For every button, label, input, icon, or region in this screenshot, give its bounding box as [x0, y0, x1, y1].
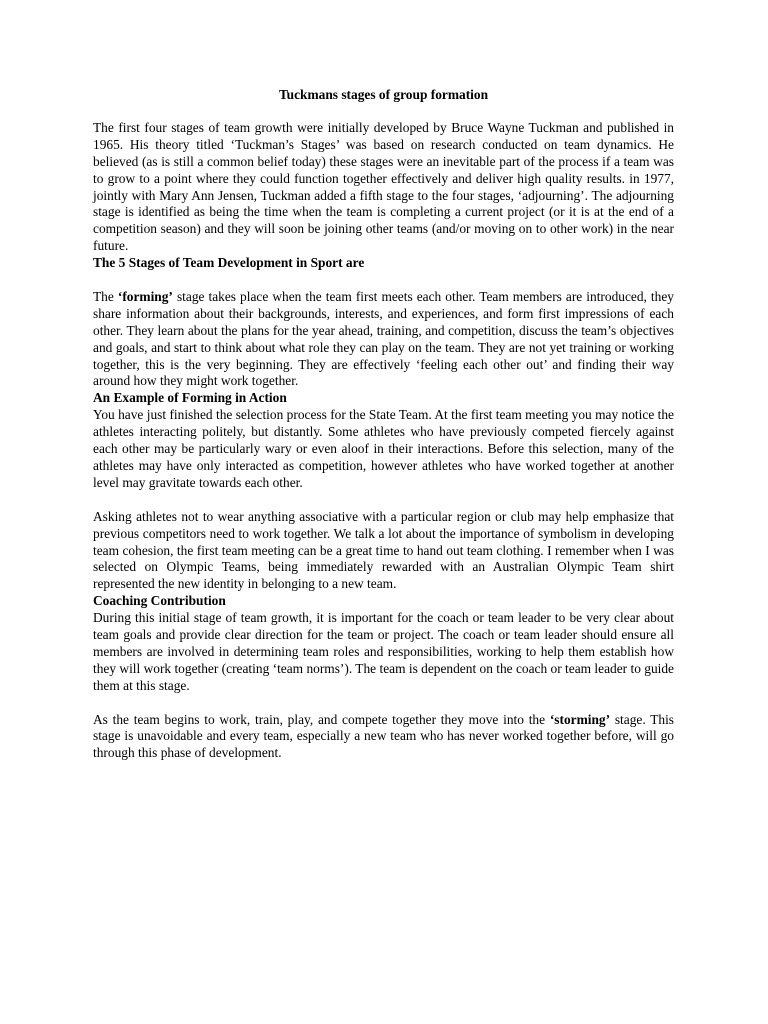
forming-prefix: The: [93, 288, 118, 304]
coaching-paragraph: During this initial stage of team growth, it is important for the coach or team leader to be very clear about team goals and provide clear direction for the team or project. The coach or team leader should ensure all members are involved in determining team roles and responsibilities, working to help them establish how they will work together (creating ‘team norms’). The team is dependent on the coach or team leader to guide them at this stage.: [93, 610, 674, 693]
section-heading: The 5 Stages of Team Development in Sport are: [93, 255, 365, 271]
example-paragraph-1: You have just finished the selection process for the State Team. At the first team meeting you may notice the athletes interacting politely, but distantly. Some athletes who have previously competed fiercely against each other may be particularly wary or even aloof in their interactions. Before this selection, many of the athletes may have only interacted as competition, however athletes who have worked together at another level may gravitate towards each other.: [93, 407, 674, 490]
forming-term: ‘forming’: [117, 288, 173, 304]
storming-text: stage. This stage is unavoidable and every team, especially a new team who has never worked together before, will go through this phase of development.: [93, 711, 674, 761]
intro-paragraph: The first four stages of team growth were initially developed by Bruce Wayne Tuckman and published in 1965. His theory titled ‘Tuckman’s Stages’ was based on research conducted on team dynamics. He believed (as is still a common belief today) these stages were an inevitable part of the process if a team was to grow to a point where they could function together effectively and deliver high quality results. in 1977, jointly with Mary Ann Jensen, Tuckman added a fifth stage to the four stages, ‘adjourning’. The adjourning stage is identified as being the time when the team is completing a current project (or it is at the end of a competition season) and they will soon be joining other teams (and/or moving on to other work) in the near future.: [93, 119, 674, 254]
example-heading: An Example of Forming in Action: [93, 390, 287, 406]
forming-paragraph: [93, 289, 674, 390]
example-paragraph-2: Asking athletes not to wear anything associative with a particular region or club may help emphasize that previous competitors need to work together. We talk a lot about the importance of symbolism in developing team cohesion, the first team meeting can be a great time to hand out team clothing. I remember when I was selected on Olympic Teams, being immediately rewarded with an Australian Olympic Team shirt represented the new identity in belonging to a new team.: [93, 508, 674, 592]
storming-paragraph: [93, 712, 674, 763]
coaching-heading: Coaching Contribution: [93, 593, 226, 609]
document-title: Tuckmans stages of group formation: [278, 87, 489, 102]
forming-text: stage takes place when the team first meets each other. Team members are introduced, they share information about their backgrounds, interests, and experiences, and form first impressions of each other. They learn about the plans for the year ahead, training, and competition, discuss the team’s objectives and goals, and start to think about what role they can play on the team. They are not yet training or working together, this is the very beginning. They are effectively ‘feeling each other out’ and finding their way around how they might work together.: [93, 288, 674, 389]
document-page: [93, 87, 674, 762]
storming-prefix: As the team begins to work, train, play, and compete together they move into the: [93, 711, 550, 727]
storming-term: ‘storming’: [549, 711, 611, 727]
